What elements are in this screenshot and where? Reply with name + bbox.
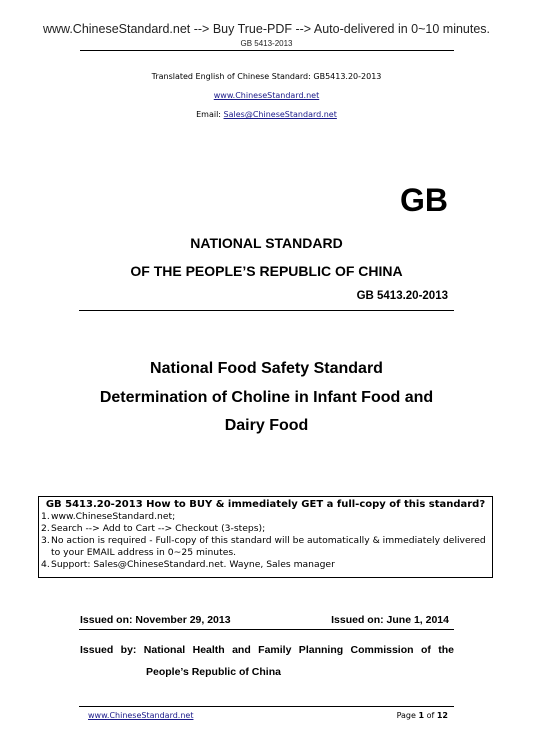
standard-code: GB 5413.20-2013 [356,290,448,302]
list-item: 4. Support: Sales@ChineseStandard.net. Wayne, Sales manager [41,559,335,570]
buy-step-text[interactable]: www.ChineseStandard.net; [51,511,176,522]
buy-step-text: Search --> Add to Cart --> Checkout (3-steps); [51,523,266,534]
list-item: 3. No action is required - Full-copy of this standard will be automatically & immediately delivered to your EMAIL address in 0~25 minutes. [41,535,486,558]
translation-note: Translated English of Chinese Standard: GB5413.20-2013 [151,72,382,81]
document-title-line-3: Dairy Food [224,417,309,434]
buy-steps-list [39,511,492,571]
issued-on-date: Issued on: November 29, 2013 [80,614,231,626]
header-standard-code: GB 5413-2013 [240,39,293,48]
buy-step-text: No action is required - Full-copy of this standard will be automatically & immediately delivered to your EMAIL address in 0~25 minutes. [51,535,486,558]
implementation-date: Issued on: June 1, 2014 [331,614,449,626]
list-item: 2. Search --> Add to Cart --> Checkout (3-steps); [41,523,266,534]
buy-info-box [38,496,493,578]
title-rule [79,310,454,311]
top-banner: www.ChineseStandard.net --> Buy True-PDF --> Auto-delivered in 0~10 minutes. [42,22,491,36]
footer-rule [79,706,454,707]
buy-step-text: Support: Sales@ChineseStandard.net. Wayne, Sales manager [51,559,335,570]
buy-box-heading: GB 5413.20-2013 How to BUY & immediately GET a full-copy of this standard? [45,499,486,510]
issued-by-line-2: People’s Republic of China [146,666,281,678]
translation-email [0,110,533,119]
document-title-line-2: Determination of Choline in Infant Food and [99,389,434,406]
email-link[interactable]: Sales@ChineseStandard.net [223,110,337,119]
page-number: Page 1 of 12 [396,711,448,720]
issued-rule [79,629,454,630]
list-item: 1. www.ChineseStandard.net; [41,511,176,522]
document-title-line-1: National Food Safety Standard [150,360,383,377]
translation-url-link[interactable]: www.ChineseStandard.net [213,91,320,100]
republic-heading: OF THE PEOPLE’S REPUBLIC OF CHINA [130,263,403,279]
national-standard-heading: NATIONAL STANDARD [190,235,343,251]
issued-by-line-1: Issued by: National Health and Family Planning Commission of the [80,644,454,656]
footer-url-link[interactable]: www.ChineseStandard.net [88,711,194,720]
header-rule [80,50,454,51]
gb-logo: GB [400,182,448,218]
email-label: Email: [196,110,224,119]
